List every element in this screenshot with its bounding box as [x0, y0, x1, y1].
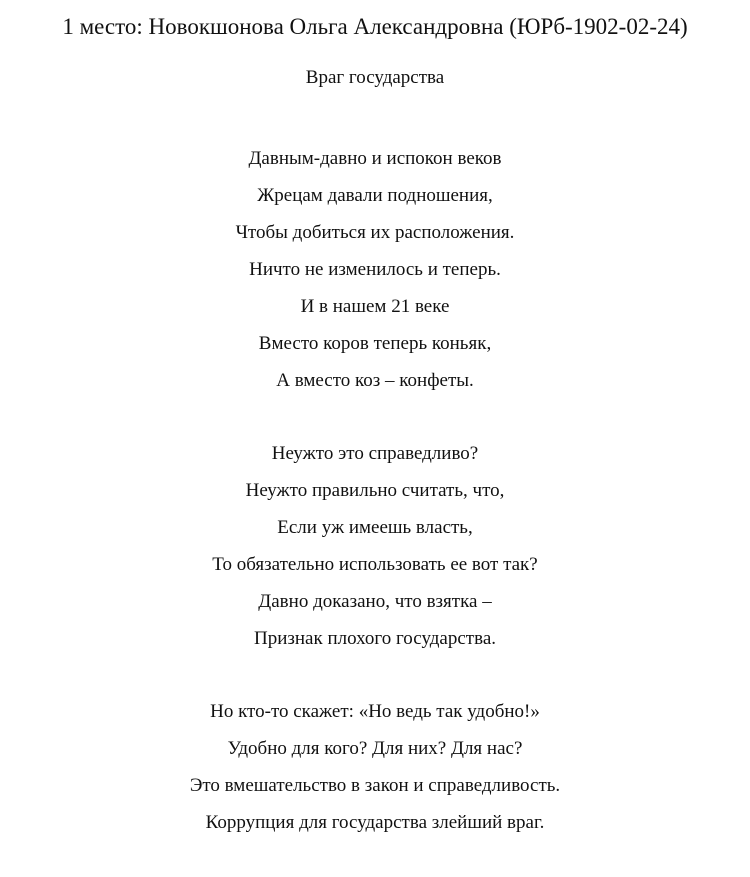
poem-line: Если уж имеешь власть, — [277, 517, 473, 538]
poem-title: Враг государства — [305, 67, 445, 88]
poem-line: Давным-давно и испокон веков — [248, 148, 502, 169]
poem-line: Но кто-то скажет: «Но ведь так удобно!» — [210, 701, 540, 722]
poem-line: Чтобы добиться их расположения. — [235, 222, 515, 243]
poem-line: Вместо коров теперь коньяк, — [258, 333, 492, 354]
poem-line: А вместо коз – конфеты. — [276, 370, 474, 391]
poem-line: Это вмешательство в закон и справедливость. — [189, 775, 561, 796]
poem-line: Удобно для кого? Для них? Для нас? — [227, 738, 523, 759]
poem-line: Неужто это справедливо? — [271, 443, 479, 464]
stanza-3 — [0, 693, 750, 841]
poem-body — [0, 140, 750, 877]
poem-line: Неужто правильно считать, что, — [245, 480, 505, 501]
poem-line: То обязательно использовать ее вот так? — [212, 554, 538, 575]
poem-line: Давно доказано, что взятка – — [258, 591, 492, 612]
poem-line: Жрецам давали подношения, — [257, 185, 493, 206]
poem-line: Признак плохого государства. — [253, 628, 497, 649]
poem-line: И в нашем 21 веке — [300, 296, 450, 317]
stanza-2 — [0, 435, 750, 657]
page-heading: 1 место: Новокшонова Ольга Александровна (ЮРб-1902-02-24) — [62, 14, 688, 39]
poem-line: Ничто не изменилось и теперь. — [249, 259, 501, 280]
stanza-1 — [0, 140, 750, 399]
poem-line: Коррупция для государства злейший враг. — [205, 812, 545, 833]
